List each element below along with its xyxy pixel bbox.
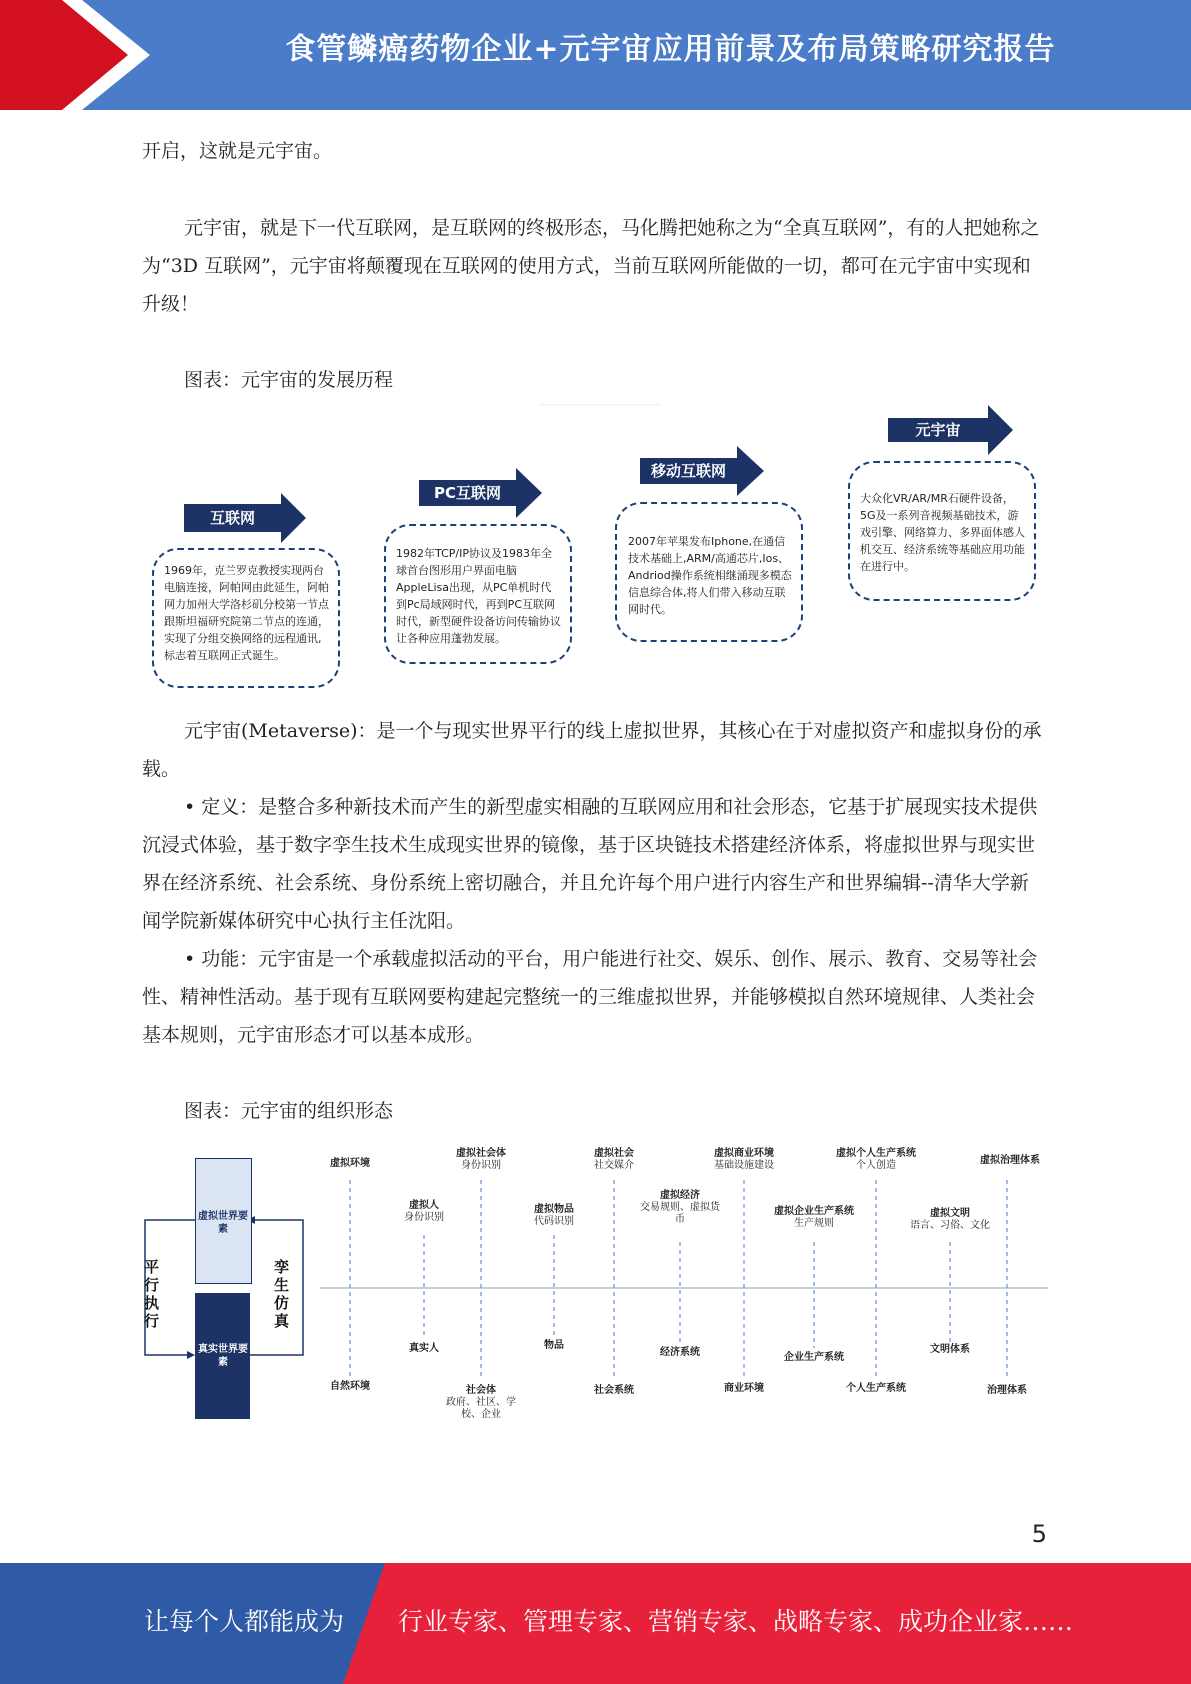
org-bottom-goods: 物品 xyxy=(544,1340,564,1351)
org-bottom-business-env: 商业环境 xyxy=(724,1383,764,1394)
twin-simulation-label: 孪生仿真 xyxy=(274,1258,290,1330)
timeline-label-mobile-internet: 移动互联网 xyxy=(650,462,726,480)
org-top-virtual-social-body: 虚拟社会体 身份识别 xyxy=(456,1148,506,1171)
virtual-world-label: 虚拟世界要素 xyxy=(198,1211,248,1235)
report-title: 食管鳞癌药物企业+元宇宙应用前景及布局策略研究报告 xyxy=(285,32,1056,67)
org-top-virtual-personal-production: 虚拟个人生产系统 个人创造 xyxy=(836,1148,916,1171)
org-bottom-enterprise-production: 企业生产系统 xyxy=(784,1352,844,1363)
timeline-label-pc-internet: PC互联网 xyxy=(433,484,501,502)
footer-right-text: 行业专家、管理专家、营销专家、战略专家、成功企业家…… xyxy=(398,1607,1074,1636)
page-number: 5 xyxy=(1031,1520,1047,1548)
timeline-text-internet: 1969年，克兰罗克教授实现两台电脑连接，阿帕网由此延生，阿帕网力加州大学洛杉矶分校第一节点跟斯坦福研究院第二节点的连通，实现了分组交换网络的远程通讯,标志着互联网正式诞生。 xyxy=(164,564,329,662)
paragraph-function-bullet: • 功能：元宇宙是一个承载虚拟活动的平台，用户能进行社交、娱乐、创作、展示、教育、交易等社会性、精神性活动。基于现有互联网要构建起完整统一的三维虚拟世界，并能够模拟自然环境规律、人类社会基本规则，元宇宙形态才可以基本成形。 xyxy=(142,948,1038,1046)
org-top-virtual-governance: 虚拟治理体系 xyxy=(980,1155,1040,1166)
timeline-text-pc-internet: 1982年TCP/IP协议及1983年全球首台图形用户界面电脑AppleLisa出现，从PC单机时代到Pc局域网时代，再到PC互联网时代，新型硬件设备访问传输协议让各种应用蓬勃发展。 xyxy=(396,547,561,645)
org-bottom-personal-production: 个人生产系统 xyxy=(846,1383,906,1394)
org-bottom-governance: 治理体系 xyxy=(987,1385,1027,1396)
footer-left-text: 让每个人都能成为 xyxy=(144,1607,345,1636)
org-top-virtual-person: 虚拟人 身份识别 xyxy=(404,1200,444,1223)
org-top-virtual-enterprise-production: 虚拟企业生产系统 生产规则 xyxy=(774,1206,854,1229)
timeline-label-internet: 互联网 xyxy=(209,509,255,527)
header-red-chevron xyxy=(0,0,155,110)
paragraph-intro-end: 开启，这就是元宇宙。 xyxy=(142,140,333,162)
org-bottom-real-person: 真实人 xyxy=(409,1343,439,1354)
paragraph-definition-bullet: • 定义：是整合多种新技术而产生的新型虚实相融的互联网应用和社会形态，它基于扩展现实技术提供沉浸式体验，基于数字孪生技术生成现实世界的镜像，基于区块链技术搭建经济体系，将虚拟世界与现实世界在经济系统、社会系统、身份系统上密切融合，并且允许每个用户进行内容生产和世界编辑--清华大学新闻学院新媒体研究中心执行主任沈阳。 xyxy=(142,796,1038,932)
org-bottom-economic-system: 经济系统 xyxy=(660,1347,700,1358)
org-bottom-social-body: 社会体 政府、社区、学校、企业 xyxy=(446,1385,516,1420)
org-bottom-civilization: 文明体系 xyxy=(930,1344,970,1355)
real-world-label: 真实世界要素 xyxy=(198,1344,248,1368)
org-top-virtual-environment: 虚拟环境 xyxy=(330,1158,370,1169)
org-top-virtual-economy: 虚拟经济 交易规则、虚拟货币 xyxy=(640,1190,720,1225)
org-top-virtual-goods: 虚拟物品 代码识别 xyxy=(534,1204,574,1227)
paragraph-metaverse-definition: 元宇宙(Metaverse)：是一个与现实世界平行的线上虚拟世界，其核心在于对虚拟资产和虚拟身份的承载。 xyxy=(142,720,1042,780)
timeline-label-metaverse: 元宇宙 xyxy=(915,421,961,439)
org-bottom-social-system: 社会系统 xyxy=(594,1385,634,1396)
org-top-virtual-civilization: 虚拟文明 语言、习俗、文化 xyxy=(910,1208,990,1231)
timeline-text-metaverse: 大众化VR/AR/MR石硬件设备，5G及一系列音视频基础技术，游戏引擎、网络算力、多界面体感人机交互、经济系统等基础应用功能在进行中。 xyxy=(860,492,1025,573)
paragraph-metaverse-next-internet: 元宇宙，就是下一代互联网，是互联网的终极形态，马化腾把她称之为“全真互联网”，有的人把她称之为“3D 互联网”，元宇宙将颠覆现在互联网的使用方式，当前互联网所能做的一切，都可在元宇宙中实现和升级！ xyxy=(142,217,1040,315)
parallel-execution-label: 平行执行 xyxy=(144,1258,160,1330)
org-top-virtual-business-env: 虚拟商业环境 基础设施建设 xyxy=(714,1148,774,1171)
timeline-text-mobile-internet: 2007年苹果发布Iphone,在通信技术基础上,ARM/高通芯片,Ios、Andriod操作系统相继涌现多模态信息综合体,将人们带入移动互联网时代。 xyxy=(628,535,792,616)
organization-figure xyxy=(140,1140,1060,1430)
timeline-figure xyxy=(140,400,1060,700)
org-bottom-natural-env: 自然环境 xyxy=(330,1381,370,1392)
figure-caption-organization: 图表：元宇宙的组织形态 xyxy=(184,1100,394,1122)
figure-caption-history: 图表：元宇宙的发展历程 xyxy=(184,369,394,391)
org-top-virtual-society: 虚拟社会 社交媒介 xyxy=(594,1148,634,1171)
